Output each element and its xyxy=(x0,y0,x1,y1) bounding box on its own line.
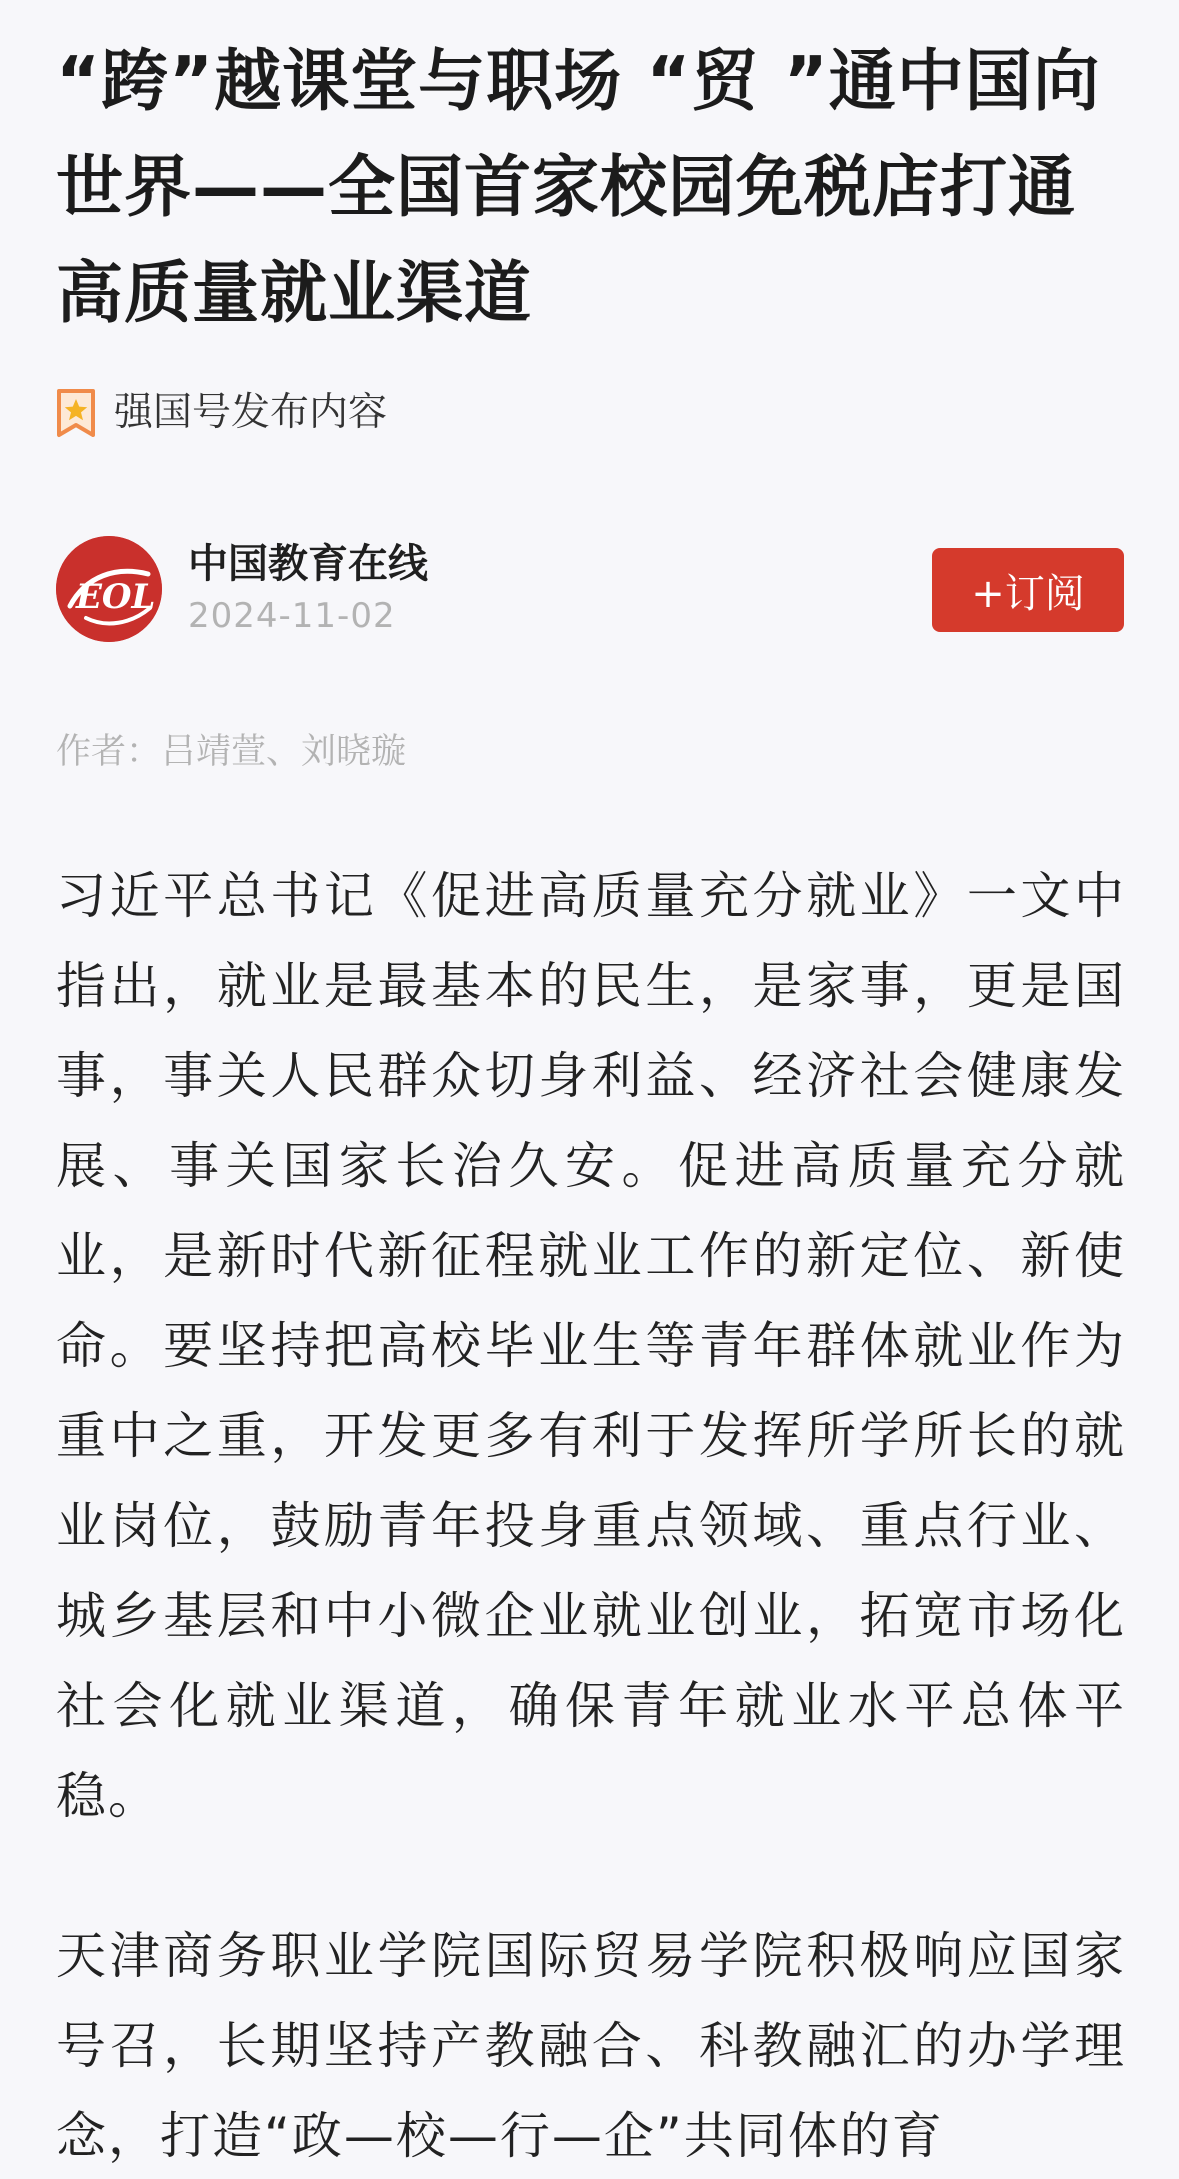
star-bookmark-icon xyxy=(56,388,96,438)
subscribe-label: +订阅 xyxy=(971,570,1085,617)
source-tag-label: 强国号发布内容 xyxy=(114,390,388,435)
article-paragraph: 天津商务职业学院国际贸易学院积极响应国家号召，长期坚持产教融合、科教融汇的办学理念，打造“政—校—行—企”共同体的育 xyxy=(56,1927,1126,2165)
source-tag xyxy=(56,386,387,440)
eol-logo-icon xyxy=(56,536,162,642)
publisher-name[interactable]: 中国教育在线 xyxy=(188,541,428,587)
article-title: “跨”越课堂与职场 “贸 ”通中国向世界——全国首家校园免税店打通高质量就业渠道 xyxy=(56,42,1101,332)
article-body xyxy=(56,851,1126,2179)
subscribe-button[interactable] xyxy=(932,548,1124,632)
article-paragraph: 习近平总书记《促进高质量充分就业》一文中指出，就业是最基本的民生，是家事，更是国事，事关人民群众切身利益、经济社会健康发展、事关国家长治久安。促进高质量充分就业，是新时代新征程就业工作的新定位、新使命。要坚持把高校毕业生等青年群体就业作为重中之重，开发更多有利于发挥所学所长的就业岗位，鼓励青年投身重点领域、重点行业、城乡基层和中小微企业就业创业，拓宽市场化社会化就业渠道，确保青年就业水平总体平稳。 xyxy=(56,867,1126,1825)
author-credit: 作者：吕靖萱、刘晓璇 xyxy=(56,732,407,772)
publish-date: 2024-11-02 xyxy=(188,596,396,636)
publisher-avatar[interactable] xyxy=(56,536,162,642)
publisher-row xyxy=(56,532,1124,644)
avatar-logo-text: EOL xyxy=(76,577,156,617)
